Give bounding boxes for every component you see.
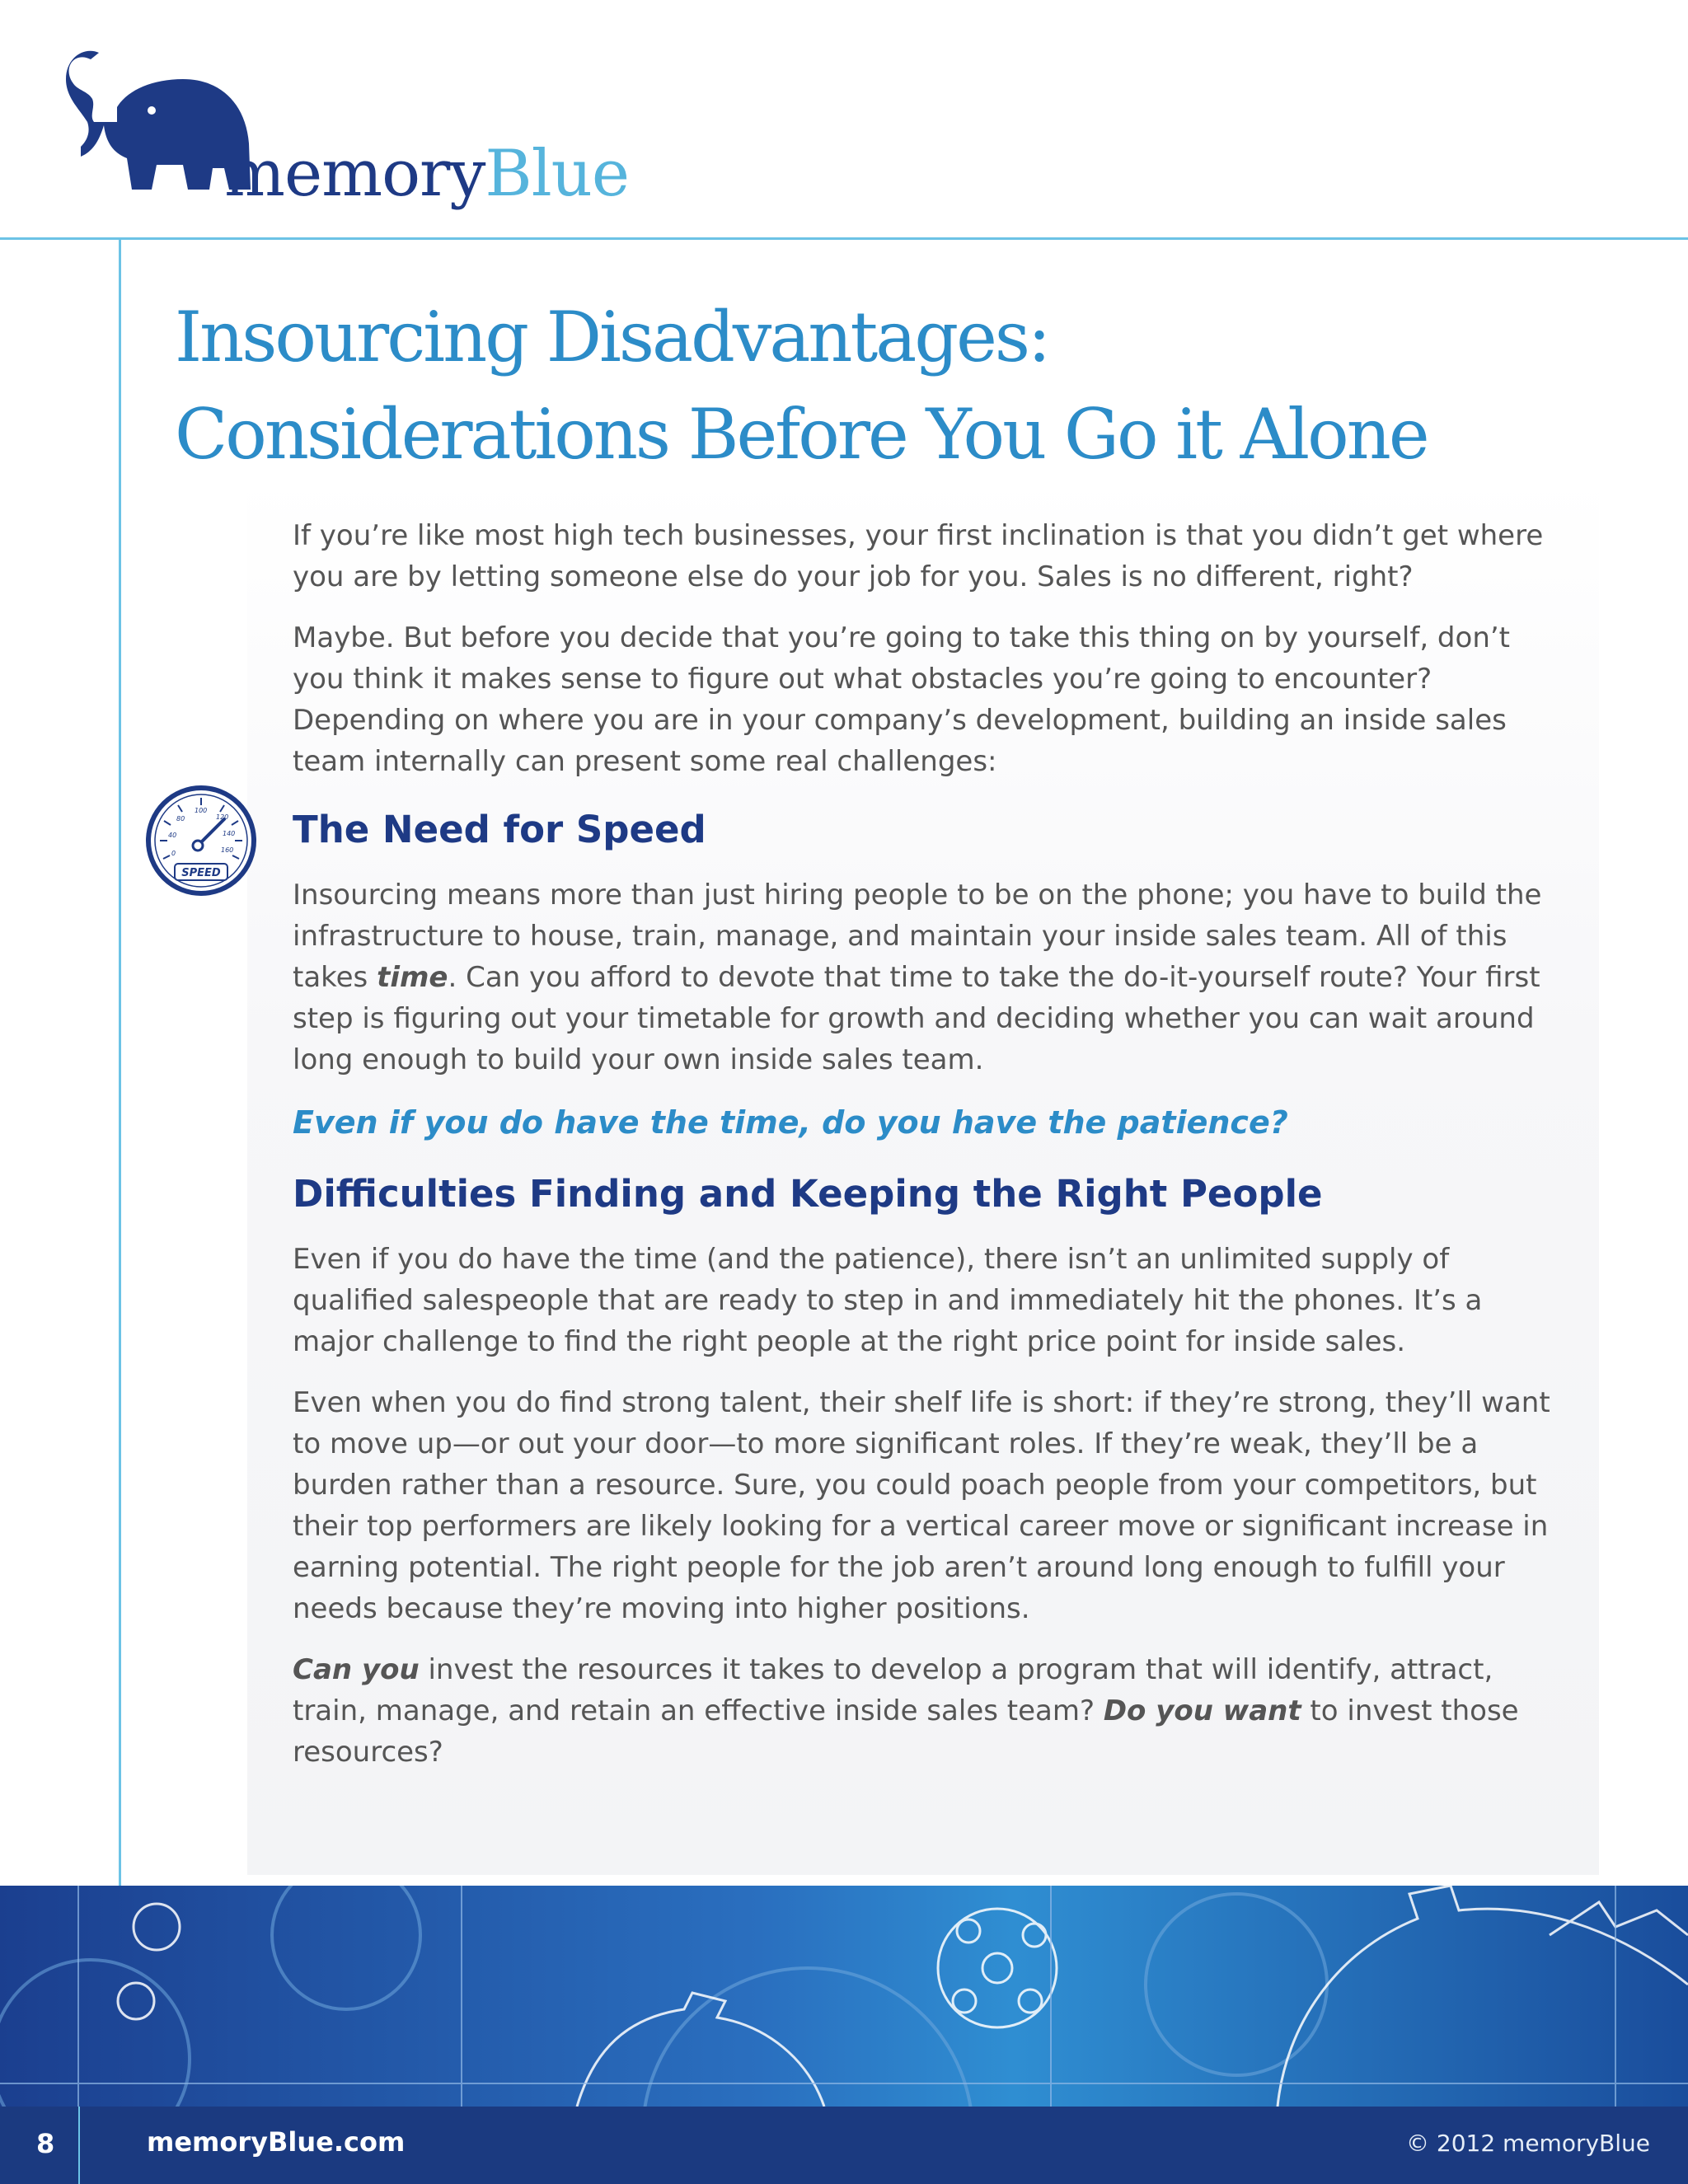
- tick-120: 120: [216, 813, 229, 821]
- intro-paragraph-1: If you’re like most high tech businesses, your first inclination is that you didn’t get where you are by letting someone else do your job for you. Sales is no different, right?: [293, 519, 1544, 593]
- page-title: [175, 288, 1658, 483]
- speed-text-b: . Can you afford to devote that time to take the do-it-yourself route? Your first step is figuring out your timetable for growth and deciding whether you can wait around long enough to build your own inside sales team.: [293, 961, 1540, 1076]
- emphasis-can-you: Can you: [293, 1653, 420, 1686]
- tick-160: 160: [221, 846, 234, 854]
- title-line-1: Insourcing Disadvantages:: [175, 297, 1049, 377]
- logo-memory: memory: [224, 137, 485, 211]
- main-content: [293, 515, 1562, 1793]
- people-paragraph-3: [293, 1649, 1562, 1773]
- header-rule: [0, 237, 1688, 240]
- emphasis-do-you-want: Do you want: [1103, 1694, 1301, 1727]
- title-line-2: Considerations Before You Go it Alone: [175, 394, 1428, 475]
- page-number: 8: [36, 2128, 55, 2159]
- people-paragraph-2: Even when you do find strong talent, their shelf life is short: if they’re strong, they’ll want to move up—or out your door—to more significant roles. If they’re weak, they’ll be a burden rather than a resource. Sure, you could poach people from your competitors, but their top performers are likely looking for a vertical career move or significant increase in earning potential. The right people for the job aren’t around long enough to fulfill your needs because they’re moving into higher positions.: [293, 1386, 1550, 1625]
- speed-text-a: Insourcing means more than just hiring people to be on the phone; you have to build the infrastructure to house, train, manage, and maintain your inside sales team. All of this takes: [293, 879, 1542, 994]
- speed-label: SPEED: [181, 867, 221, 879]
- speedometer-icon: [143, 783, 259, 898]
- logo-blue: Blue: [485, 137, 630, 211]
- people-paragraph-1: Even if you do have the time (and the patience), there isn’t an unlimited supply of qualified salespeople that are ready to step in and immediately hit the phones. It’s a major challenge to find the right people at the right price point for inside sales.: [293, 1243, 1483, 1358]
- speed-paragraph: [293, 874, 1562, 1080]
- footer-website-link[interactable]: memoryBlue.com: [147, 2126, 406, 2158]
- people-text-mid: invest the resources it takes to develop a program that will identify, attract, train, manage, and retain an effective inside sales team?: [293, 1653, 1493, 1727]
- footer-divider: [78, 2107, 80, 2184]
- left-rule: [119, 237, 121, 1886]
- intro-paragraph-2: Maybe. But before you decide that you’re going to take this thing on by yourself, don’t you think it makes sense to figure out what obstacles you’re going to encounter? Depending on where you are in your company’s development, building an inside sales team internally can present some real challenges:: [293, 621, 1511, 778]
- tick-100: 100: [195, 807, 208, 814]
- tick-0: 0: [171, 850, 176, 857]
- patience-callout: Even if you do have the time, do you have the patience?: [293, 1104, 1288, 1141]
- tick-80: 80: [176, 815, 185, 823]
- tick-140: 140: [223, 830, 236, 837]
- section-heading-speed: The Need for Speed: [293, 808, 706, 851]
- people-text-end: to invest those resources?: [293, 1694, 1519, 1769]
- logo-wordmark: [224, 137, 630, 211]
- memoryblue-logo: [59, 43, 636, 224]
- footer-bar: [0, 2107, 1688, 2184]
- speed-emphasis-time: time: [377, 961, 448, 994]
- tick-40: 40: [168, 832, 177, 839]
- gears-banner: [0, 1886, 1688, 2107]
- section-heading-people: Difficulties Finding and Keeping the Right People: [293, 1172, 1323, 1216]
- copyright: © 2012 memoryBlue: [1405, 2130, 1650, 2157]
